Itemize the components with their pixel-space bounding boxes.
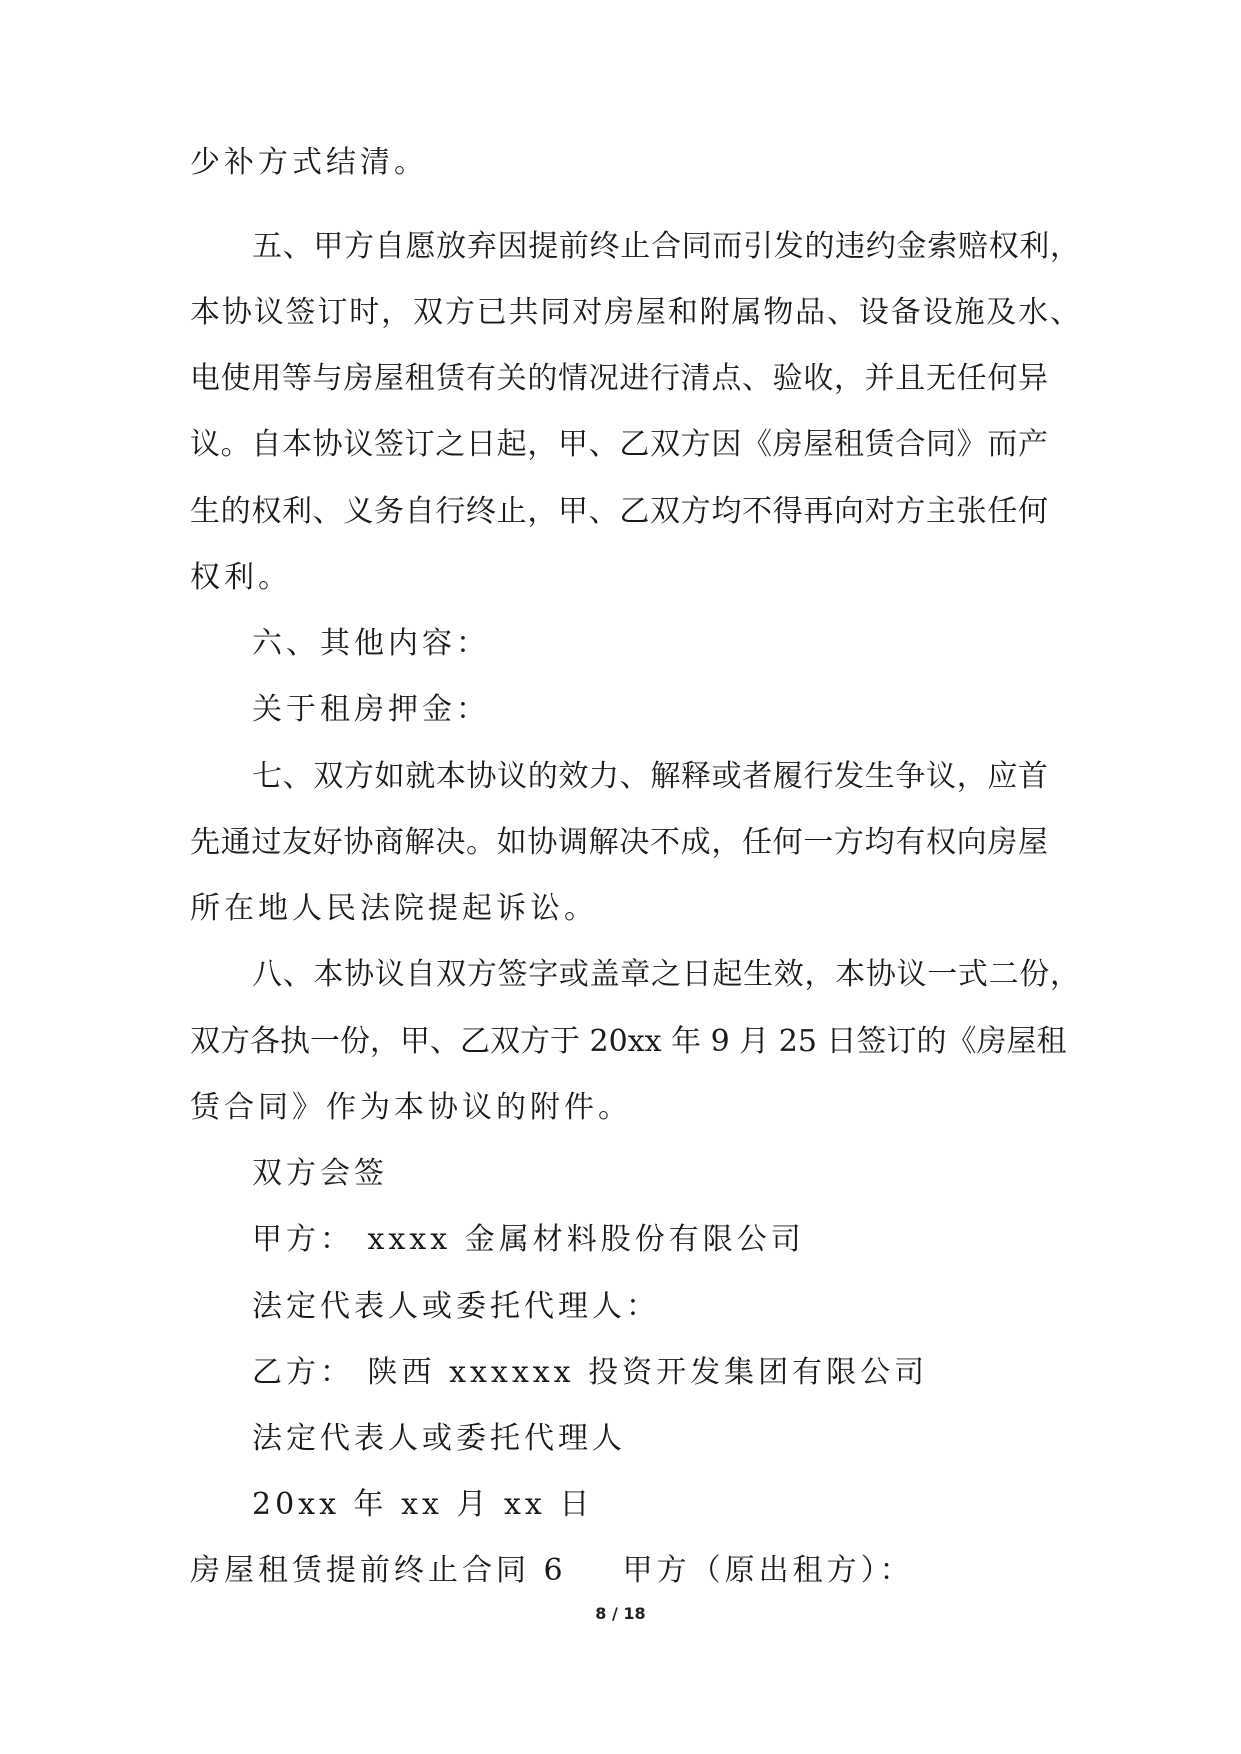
text-line-1: 少补方式结清。	[190, 145, 428, 180]
text-line-8: 六、其他内容：	[252, 626, 490, 661]
text-line-3: 本协议签订时，双方已共同对房屋和附属物品、设备设施及水、	[190, 295, 1080, 330]
page-number: 8 / 18	[595, 1604, 646, 1623]
text-line-20: 法定代表人或委托代理人	[252, 1421, 626, 1456]
text-line-15: 赁合同》作为本协议的附件。	[190, 1090, 632, 1125]
text-line-17: 甲方： xxxx 金属材料股份有限公司	[252, 1222, 805, 1257]
text-line-2: 五、甲方自愿放弃因提前终止合同而引发的违约金索赔权利，	[252, 229, 1080, 264]
text-line-13: 八、本协议自双方签字或盖章之日起生效，本协议一式二份，	[252, 957, 1080, 992]
text-line-19: 乙方： 陕西 xxxxxx 投资开发集团有限公司	[252, 1355, 929, 1390]
text-line-12: 所在地人民法院提起诉讼。	[190, 891, 598, 926]
text-line-5: 议。自本协议签订之日起，甲、乙双方因《房屋租赁合同》而产	[190, 427, 1048, 462]
text-line-7: 权利。	[190, 560, 292, 595]
text-line-4: 电使用等与房屋租赁有关的情况进行清点、验收，并且无任何异	[190, 361, 1048, 396]
text-line-22	[190, 1551, 914, 1591]
text-line-10: 七、双方如就本协议的效力、解释或者履行发生争议，应首	[252, 759, 1048, 794]
text-line-18: 法定代表人或委托代理人：	[252, 1289, 660, 1324]
text-line-9: 关于租房押金：	[252, 692, 490, 727]
contract-title: 房屋租赁提前终止合同 6	[190, 1553, 567, 1588]
text-line-21: 20xx 年 xx 月 xx 日	[252, 1487, 594, 1522]
party-a-label: 甲方（原出租方）：	[622, 1553, 914, 1588]
text-line-16: 双方会签	[252, 1156, 388, 1191]
text-line-6: 生的权利、义务自行终止，甲、乙双方均不得再向对方主张任何	[190, 494, 1048, 529]
text-line-11: 先通过友好协商解决。如协调解决不成，任何一方均有权向房屋	[190, 825, 1048, 860]
text-line-14: 双方各执一份，甲、乙双方于 20xx 年 9 月 25 日签订的《房屋租	[190, 1024, 1067, 1059]
